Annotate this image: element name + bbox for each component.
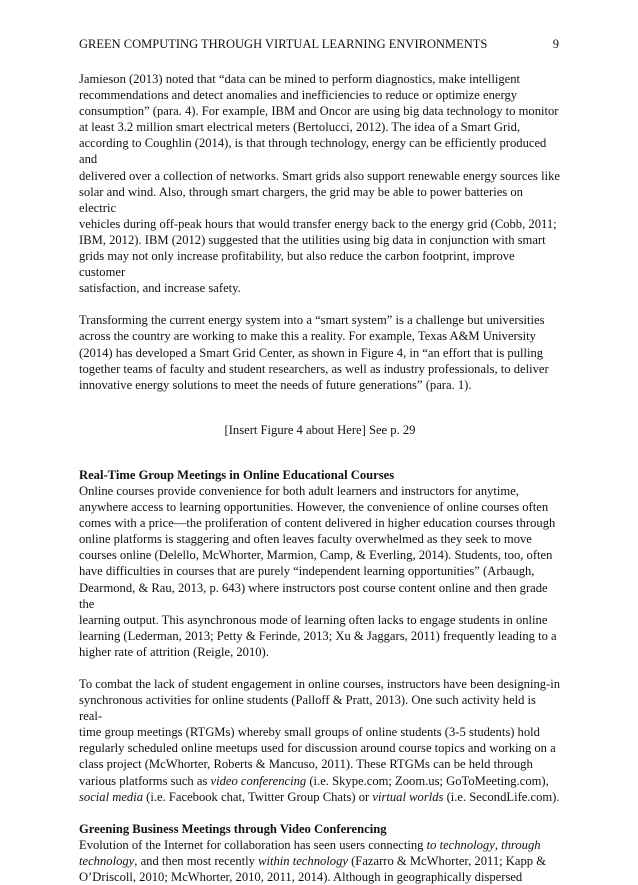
- italic-term: technology: [79, 853, 135, 868]
- text-line: higher rate of attrition (Reigle, 2010).: [79, 644, 269, 659]
- text-line: IBM, 2012). IBM (2012) suggested that the utilities using big data in conjunction with smart: [79, 232, 546, 247]
- text-line: Online courses provide convenience for both adult learners and instructors for anytime,: [79, 483, 519, 498]
- text-line: vehicles during off-peak hours that would transfer energy back to the energy grid (Cobb, 2011;: [79, 216, 557, 231]
- text-line: Dearmond, & Rau, 2013, p. 643) where instructors post course content online and then grade the: [79, 580, 548, 611]
- italic-term: to technology: [426, 837, 495, 852]
- italic-term: video conferencing: [210, 773, 307, 788]
- text-line: grids may not only increase profitability, but also reduce the carbon footprint, improve customer: [79, 249, 515, 280]
- section-heading-video-conferencing: Greening Business Meetings through Video Conferencing: [79, 821, 387, 836]
- paragraph-4: [79, 676, 561, 805]
- running-header: [79, 36, 559, 52]
- text-line: across the country are working to make this a reality. For example, Texas A&M University: [79, 329, 536, 344]
- text-line: satisfaction, and increase safety.: [79, 281, 241, 296]
- italic-term: within technology: [258, 853, 348, 868]
- paragraph-3: [79, 483, 561, 660]
- body-text: [79, 71, 561, 885]
- text-line: learning output. This asynchronous mode of learning often lacks to engage students in online: [79, 612, 548, 627]
- text-line: time group meetings (RTGMs) whereby small groups of online students (3-5 students) hold: [79, 725, 540, 740]
- paragraph-5: [79, 837, 561, 885]
- text-line: Jamieson (2013) noted that “data can be mined to perform diagnostics, make intelligent: [79, 72, 521, 86]
- text-line: various platforms such as video conferencing (i.e. Skype.com; Zoom.us; GoToMeeting.com),: [79, 773, 549, 788]
- text-line: at least 3.2 million smart electrical meters (Bertolucci, 2012). The idea of a Smart Grid,: [79, 120, 521, 135]
- paragraph-1: [79, 71, 561, 296]
- text-line: social media (i.e. Facebook chat, Twitter Group Chats) or virtual worlds (i.e. SecondLife.com).: [79, 789, 560, 804]
- running-head-title: GREEN COMPUTING THROUGH VIRTUAL LEARNING ENVIRONMENTS: [79, 37, 488, 51]
- text-line: delivered over a collection of networks. Smart grids also support renewable energy sources like: [79, 168, 560, 183]
- text-line: online platforms is staggering and often leaves faculty overwhelmed as they seek to move: [79, 532, 532, 547]
- paragraph-2: [79, 312, 561, 392]
- page-number: 9: [552, 37, 559, 51]
- italic-term: social media: [79, 789, 144, 804]
- section-heading-rtgm: Real-Time Group Meetings in Online Educational Courses: [79, 467, 395, 482]
- text-line: according to Coughlin (2014), is that through technology, energy can be efficiently produced and: [79, 136, 547, 167]
- text-line: learning (Lederman, 2013; Petty & Ferinde, 2013; Xu & Jaggars, 2011) frequently leading to a: [79, 628, 557, 643]
- text-line: recommendations and detect anomalies and inefficiencies to reduce or optimize energy: [79, 88, 518, 103]
- text-line: solar and wind. Also, through smart chargers, the grid may be able to power batteries on electric: [79, 184, 523, 215]
- text-line: class project (McWhorter, Roberts & Mancuso, 2011). These RTGMs can be held through: [79, 757, 533, 772]
- italic-term: virtual worlds: [372, 789, 444, 804]
- text-line: (2014) has developed a Smart Grid Center, as shown in Figure 4, in “an effort that is pulling: [79, 345, 544, 360]
- text-line: Transforming the current energy system into a “smart system” is a challenge but universities: [79, 313, 545, 328]
- text-line: comes with a price—the proliferation of content delivered in higher education courses through: [79, 516, 556, 531]
- text-line: courses online (Delello, McWhorter, Marmion, Camp, & Everling, 2014). Students, too, often: [79, 548, 553, 563]
- italic-term: through: [501, 837, 541, 852]
- text-line: together teams of faculty and student researchers, as well as industry professionals, to deliver: [79, 361, 549, 376]
- figure-placeholder-note: [Insert Figure 4 about Here] See p. 29: [224, 422, 416, 437]
- text-line: have difficulties in courses that are purely “independent learning opportunities” (Arbaugh,: [79, 564, 535, 579]
- text-line: Evolution of the Internet for collaboration has seen users connecting to technology, through: [79, 837, 541, 852]
- text-line: To combat the lack of student engagement in online courses, instructors have been designing-in: [79, 677, 561, 691]
- text-line: anywhere access to learning opportunities. However, the convenience of online courses often: [79, 500, 549, 515]
- text-line: consumption” (para. 4). For example, IBM and Oncor are using big data technology to monitor: [79, 104, 559, 119]
- text-line: synchronous activities for online students (Palloff & Pratt, 2013). One such activity held is real-: [79, 693, 536, 724]
- text-line: O’Driscoll, 2010; McWhorter, 2010, 2011, 2014). Although in geographically dispersed: [79, 870, 523, 885]
- text-line: technology, and then most recently within technology (Fazarro & McWhorter, 2011; Kapp &: [79, 853, 546, 868]
- text-line: innovative energy solutions to meet the needs of future generations” (para. 1).: [79, 377, 472, 392]
- text-line: regularly scheduled online meetups used for discussion around course topics and working on a: [79, 741, 556, 756]
